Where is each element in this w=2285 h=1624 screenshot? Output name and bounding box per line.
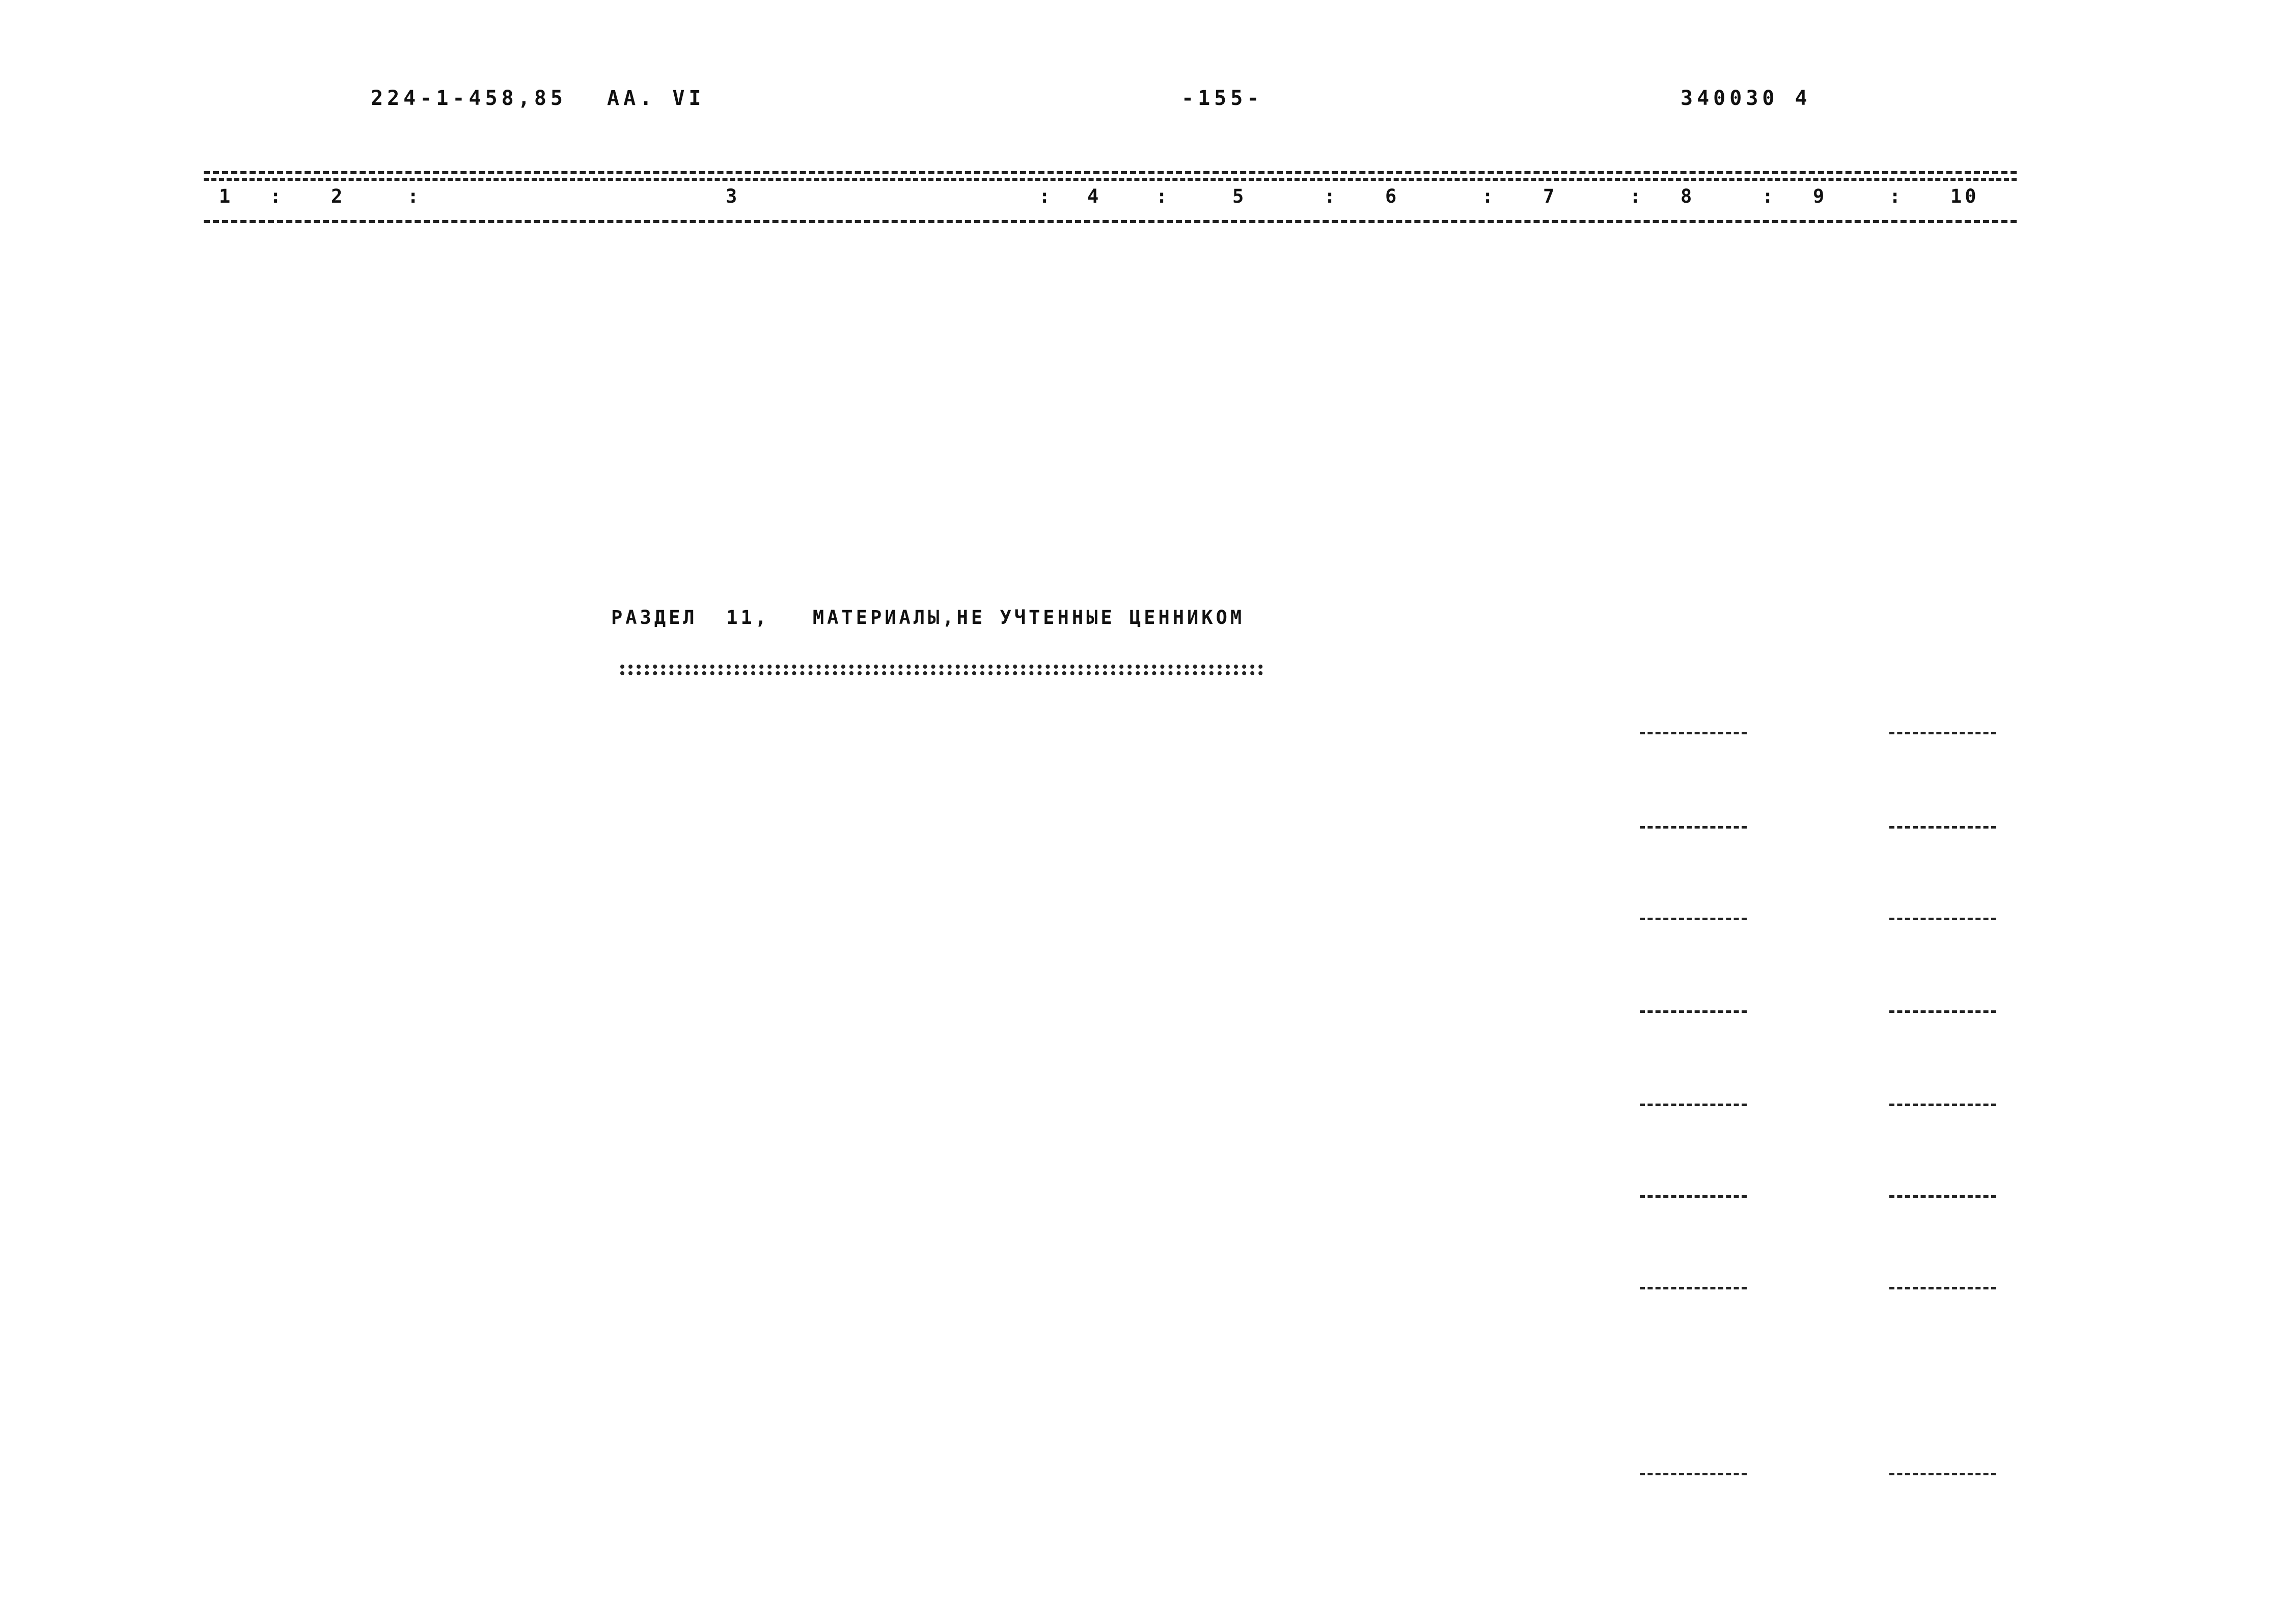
column-separator: : (407, 185, 422, 207)
col10-fraction-line (1889, 732, 1996, 734)
doc-code: 224-1-458,85 (371, 87, 567, 110)
col10-fraction-line (1889, 1195, 1996, 1198)
col8-fraction-line (1640, 1473, 1747, 1475)
col8-fraction-line (1640, 1104, 1747, 1106)
column-separator: : (1156, 185, 1171, 207)
column-separator: : (1324, 185, 1339, 207)
col10-fraction-line (1889, 1104, 1996, 1106)
section-title: РАЗДЕЛ 11, МАТЕРИАЛЫ,НЕ УЧТЕННЫЕ ЦЕННИКОМ (611, 607, 1245, 628)
page-number: -155- (1181, 87, 1263, 110)
column-separator: : (1630, 185, 1644, 207)
col8-fraction-line (1640, 1195, 1747, 1198)
column-header-8: 8 (1681, 185, 1695, 207)
column-header-3: 3 (726, 185, 740, 207)
col8-fraction-line (1640, 1287, 1747, 1289)
col8-fraction-line (1640, 918, 1747, 920)
ref-number: 340030 4 (1681, 87, 1811, 110)
column-header-9: 9 (1813, 185, 1828, 207)
column-header-1: 1 (219, 185, 234, 207)
col10-fraction-line (1889, 826, 1996, 829)
col10-fraction-line (1889, 1010, 1996, 1013)
col10-fraction-line (1889, 1473, 1996, 1475)
column-separator: : (270, 185, 285, 207)
column-header-5: 5 (1232, 185, 1247, 207)
column-separator: : (1889, 185, 1904, 207)
section-underline (620, 665, 1263, 669)
header-rule-bottom (204, 220, 2017, 223)
column-header-4: 4 (1087, 185, 1102, 207)
col8-fraction-line (1640, 1010, 1747, 1013)
column-separator: : (1762, 185, 1777, 207)
col8-fraction-line (1640, 732, 1747, 734)
column-header-6: 6 (1385, 185, 1400, 207)
col10-fraction-line (1889, 918, 1996, 920)
column-separator: : (1482, 185, 1497, 207)
section-underline-2 (620, 671, 1263, 675)
header-rule-top (204, 171, 2017, 174)
column-separator: : (1039, 185, 1054, 207)
column-header-10: 10 (1950, 185, 1979, 207)
column-header-2: 2 (331, 185, 346, 207)
header-rule-top-2 (204, 178, 2017, 181)
col10-fraction-line (1889, 1287, 1996, 1289)
album-label: АА. VI (607, 87, 705, 110)
col8-fraction-line (1640, 826, 1747, 829)
column-header-7: 7 (1543, 185, 1558, 207)
